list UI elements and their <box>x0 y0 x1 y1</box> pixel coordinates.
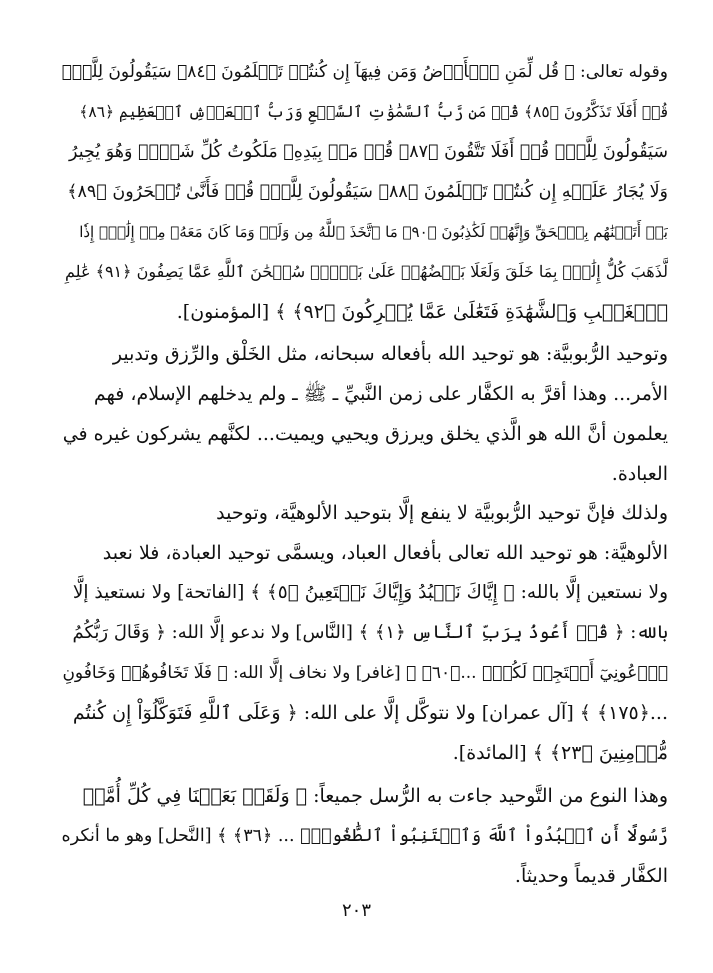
text-line: ولذلك فإنَّ توحيد الرُّبوبيَّة لا ينفع إلَّا بتوحيد الألوهيَّة، وتوحيد <box>216 502 668 524</box>
text-line: ولا نستعين إلَّا بالله: ﴿ إِيَّاكَ نَعۡبُدُ وَإِيَّاكَ نَسۡتَعِينُ ﴿٥﴾ ﴾ [الفاتحة] ولا نستعيذ إلَّا <box>72 582 668 603</box>
text-line: وهذا النوع من التَّوحيد جاءت به الرُّسل جميعاً: ﴿ وَلَقَدۡ بَعَثۡنَا فِي كُلِّ أُمَّةٖ <box>82 785 668 807</box>
paragraph-rububiyyah <box>62 334 668 494</box>
page-number: ٢٠٣ <box>341 900 371 921</box>
text-line: الأمر... وهذا أقرَّ به الكفَّار على زمن النَّبيِّ ـ ﷺ ـ ولم يدخلهم الإسلام، فهم <box>93 383 668 405</box>
text-line: العبادة. <box>611 463 668 485</box>
text-line: ...﴿١٧٥﴾ ﴾ [آل عمران] ولا نتوكَّل إلَّا على الله: ﴿ وَعَلَى ٱللَّهِ فَتَوَكَّلُوٓاْ إِن كُنتُم <box>72 702 668 724</box>
text-line: وَلَا يُجَارُ عَلَيۡهِ إِن كُنتُمۡ تَعۡلَمُونَ ﴿٨٨﴾ سَيَقُولُونَ لِلَّهِۚ قُلۡ فَأَنَّىٰ تُسۡحَرُونَ ﴿٨٩﴾ <box>67 182 668 202</box>
text-line: الكفَّار قديماً وحديثاً. <box>514 865 668 887</box>
text-line: بالله: ﴿ قُلۡ أَعُوذُ بِرَبِّ ٱلنَّاسِ ﴿١﴾ ﴾ [النَّاس] ولا ندعو إلَّا الله: ﴿ وَقَالَ رَبُّكُمُ <box>72 622 668 643</box>
text-line: بَلۡ أَتَيۡنَٰهُم بِٱلۡحَقِّ وَإِنَّهُمۡ لَكَٰذِبُونَ ﴿٩٠﴾ مَا ٱتَّخَذَ ٱللَّهُ مِن وَلَدٖ وَمَا كَانَ مَعَهُۥ مِنۡ إِلَٰهٍۚ إِذٗا <box>79 223 668 241</box>
paragraph-messengers <box>62 776 668 896</box>
text-line: وقوله تعالى: ﴿ قُل لِّمَنِ ٱلۡأَرۡضُ وَمَن فِيهَآ إِن كُنتُمۡ تَعۡلَمُونَ ﴿٨٤﴾ سَيَقُولُونَ لِلَّهِۚ <box>62 62 668 82</box>
paragraph-uluhiyyah <box>62 493 668 773</box>
text-line: رَّسُولًا أَنِ ٱعۡبُدُواْ ٱللَّهَ وَٱجۡتَنِبُواْ ٱلطَّٰغُوتَۖ ... ﴿٣٦﴾ ﴾ [النَّحل] وهو ما أنكره <box>62 826 668 846</box>
text-line: وتوحيد الرُّبوبيَّة: هو توحيد الله بأفعاله سبحانه، مثل الخَلْق والرِّزق وتدبير <box>112 343 668 365</box>
text-line: ٱلۡغَيۡبِ وَٱلشَّهَٰدَةِ فَتَعَٰلَىٰ عَمَّا يُشۡرِكُونَ ﴿٩٢﴾ ﴾ [المؤمنون]. <box>176 301 668 323</box>
text-line: يعلمون أنَّ الله هو الَّذي يخلق ويرزق ويحيي ويميت... لكنَّهم يشركون غيره في <box>62 423 668 445</box>
text-line: ٱدۡعُونِيٓ أَسۡتَجِبۡ لَكُمۡۚ ...﴿٦٠﴾ ﴾ [غافر] ولا نخاف إلَّا الله: ﴿ فَلَا تَخَافُوهُمۡ وَخَافُونِ <box>62 663 668 683</box>
text-line: مُّؤۡمِنِينَ ﴿٢٣﴾ ﴾ [المائدة]. <box>452 742 668 764</box>
text-line: لَّذَهَبَ كُلُّ إِلَٰهِۭ بِمَا خَلَقَ وَلَعَلَا بَعۡضُهُمۡ عَلَىٰ بَعۡضٖۚ سُبۡحَٰنَ ٱللَّهِ عَمَّا يَصِفُونَ ﴿٩١﴾ عَٰلِمِ <box>65 262 668 281</box>
paragraph-quran-quote-1 <box>62 52 668 332</box>
text-line: الألوهيَّة: هو توحيد الله تعالى بأفعال العباد، ويسمَّى توحيد العبادة، فلا نعبد <box>102 542 668 564</box>
text-line: قُلۡ أَفَلَا تَذَكَّرُونَ ﴿٨٥﴾ قُلۡ مَن رَّبُّ ٱلسَّمَٰوَٰتِ ٱلسَّبۡعِ وَرَبُّ ٱلۡعَرۡشِ ٱلۡعَظِيمِ ﴿٨٦﴾ <box>79 103 668 121</box>
text-line: سَيَقُولُونَ لِلَّهِۚ قُلۡ أَفَلَا تَتَّقُونَ ﴿٨٧﴾ قُلۡ مَنۢ بِيَدِهِۦ مَلَكُوتُ كُلِّ شَيۡءٖ وَهُوَ يُجِيرُ <box>69 142 668 162</box>
